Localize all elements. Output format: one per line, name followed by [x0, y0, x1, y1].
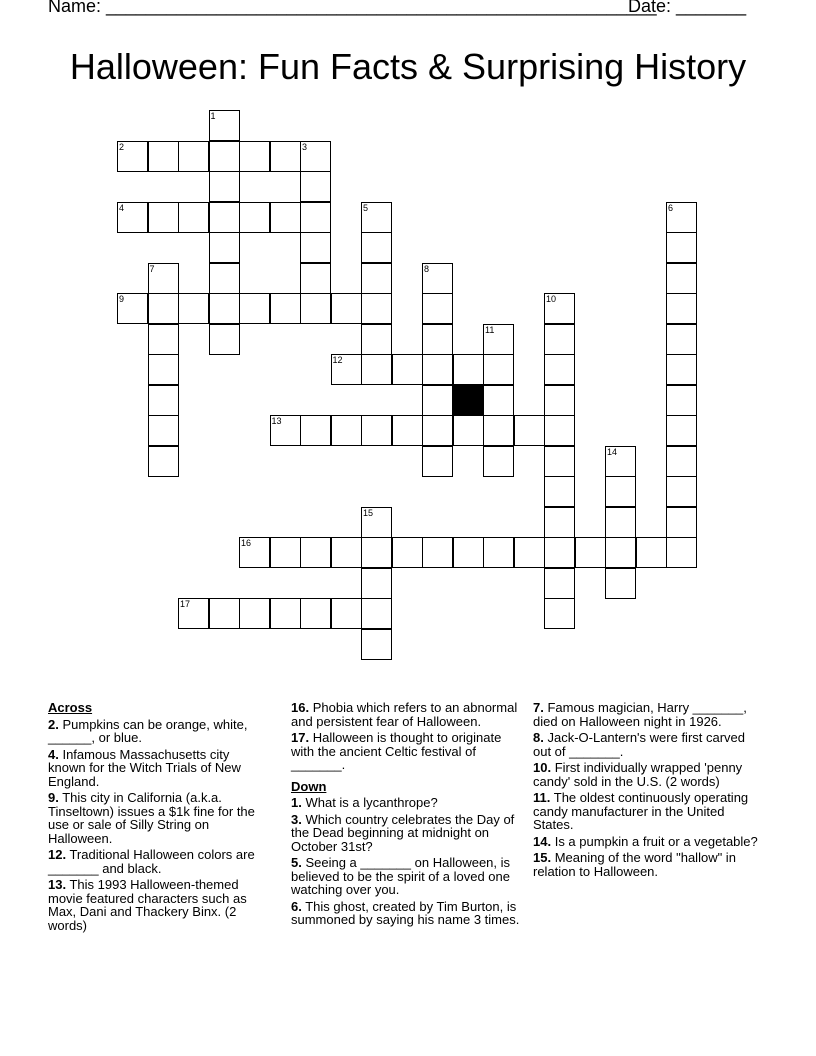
- clue-number: 3: [302, 141, 308, 152]
- down-clue-11: 11. The oldest continuously operating candy manufacturer in the United States.: [533, 790, 749, 832]
- across-clue-17: 17. Halloween is thought to originate with the ancient Celtic festival of _______.: [291, 730, 502, 772]
- grid-cell[interactable]: [209, 263, 240, 294]
- grid-cell[interactable]: [331, 293, 362, 324]
- grid-cell[interactable]: [666, 293, 697, 324]
- clue-number: 9: [119, 294, 125, 304]
- grid-cell[interactable]: [544, 476, 575, 507]
- down-clue-6: 6. This ghost, created by Tim Burton, is summoned by saying his name 3 times.: [291, 898, 520, 927]
- grid-cell[interactable]: [361, 537, 392, 568]
- grid-cell[interactable]: [209, 171, 240, 202]
- down-clue-5: 5. Seeing a _______ on Halloween, is believed to be the spirit of a loved one watching over you.: [291, 855, 511, 897]
- grid-cell[interactable]: [300, 598, 331, 629]
- grid-cell[interactable]: [483, 537, 514, 568]
- down-clue-8: 8. Jack-O-Lantern's were first carved out of _______.: [533, 730, 746, 759]
- grid-cell[interactable]: [300, 232, 331, 263]
- grid-cell[interactable]: [544, 507, 575, 538]
- grid-cell[interactable]: [544, 415, 575, 446]
- grid-cell[interactable]: [544, 385, 575, 416]
- grid-cell[interactable]: [666, 476, 697, 507]
- grid-cell[interactable]: [605, 568, 636, 599]
- grid-cell[interactable]: [605, 446, 636, 477]
- grid-cell[interactable]: [544, 324, 575, 355]
- grid-cell[interactable]: [666, 537, 697, 568]
- grid-cell[interactable]: [422, 263, 453, 294]
- clue-number: 13: [271, 416, 282, 426]
- grid-cell[interactable]: [544, 293, 575, 324]
- grid-cell[interactable]: [666, 507, 697, 538]
- grid-cell[interactable]: [117, 202, 148, 233]
- grid-cell[interactable]: [117, 293, 148, 324]
- grid-cell[interactable]: [392, 537, 423, 568]
- grid-cell[interactable]: [422, 354, 453, 385]
- grid-cell[interactable]: [666, 324, 697, 355]
- grid-cell[interactable]: [331, 537, 362, 568]
- grid-cell[interactable]: [483, 354, 514, 385]
- grid-cell[interactable]: [392, 354, 423, 385]
- name-field[interactable]: Name: _______________________________________________________: [48, 0, 657, 16]
- grid-cell[interactable]: [148, 446, 179, 477]
- grid-cell[interactable]: [605, 537, 636, 568]
- grid-cell[interactable]: [270, 598, 301, 629]
- grid-cell[interactable]: [361, 629, 392, 660]
- clue-number: 6: [668, 202, 674, 213]
- clue-number: 17: [180, 599, 191, 609]
- grid-cell[interactable]: [483, 385, 514, 416]
- grid-cell[interactable]: [148, 324, 179, 355]
- grid-cell[interactable]: [422, 324, 453, 355]
- clue-number: 2: [119, 141, 125, 152]
- grid-cell[interactable]: [453, 415, 484, 446]
- clues-column-1: [48, 701, 270, 935]
- grid-cell[interactable]: [514, 537, 545, 568]
- grid-cell[interactable]: [361, 568, 392, 599]
- grid-cell[interactable]: [239, 537, 270, 568]
- down-clue-10: 10. First individually wrapped 'penny candy' sold in the U.S. (2 words): [533, 760, 743, 789]
- grid-cell[interactable]: [575, 537, 606, 568]
- grid-cell[interactable]: [270, 202, 301, 233]
- grid-cell[interactable]: [300, 293, 331, 324]
- grid-cell[interactable]: [514, 415, 545, 446]
- grid-cell[interactable]: [239, 202, 270, 233]
- grid-cell[interactable]: [270, 415, 301, 446]
- grid-cell[interactable]: [300, 537, 331, 568]
- clue-number: 4: [119, 202, 125, 213]
- clue-number: 16: [241, 538, 252, 548]
- across-heading: Across: [48, 700, 93, 715]
- black-cell: [453, 385, 484, 416]
- clue-number: 14: [607, 446, 618, 457]
- clue-number: 7: [149, 263, 155, 274]
- clue-number: 5: [363, 202, 369, 213]
- grid-cell[interactable]: [666, 354, 697, 385]
- grid-cell[interactable]: [178, 598, 209, 629]
- grid-cell[interactable]: [422, 385, 453, 416]
- grid-cell[interactable]: [117, 141, 148, 172]
- grid-cell[interactable]: [148, 354, 179, 385]
- grid-cell[interactable]: [209, 324, 240, 355]
- grid-cell[interactable]: [361, 415, 392, 446]
- grid-cell[interactable]: [666, 232, 697, 263]
- page-title: Halloween: Fun Facts & Surprising History: [69, 46, 747, 87]
- clues-column-3: [533, 701, 763, 881]
- grid-cell[interactable]: [300, 415, 331, 446]
- grid-cell[interactable]: [666, 385, 697, 416]
- grid-cell[interactable]: [148, 415, 179, 446]
- clues-column-2: [291, 701, 521, 930]
- grid-cell[interactable]: [209, 232, 240, 263]
- grid-cell[interactable]: [178, 202, 209, 233]
- grid-cell[interactable]: [483, 324, 514, 355]
- grid-cell[interactable]: [300, 171, 331, 202]
- across-clue-4: 4. Infamous Massachusetts city known for the Witch Trials of New England.: [48, 746, 241, 789]
- grid-cell[interactable]: [422, 293, 453, 324]
- grid-cell[interactable]: [544, 446, 575, 477]
- across-clue-13: 13. This 1993 Halloween-themed movie featured characters such as Max, Dani and Thackery Binx. (2 words): [48, 877, 247, 933]
- grid-cell[interactable]: [361, 232, 392, 263]
- grid-cell[interactable]: [148, 141, 179, 172]
- grid-cell[interactable]: [361, 263, 392, 294]
- grid-cell[interactable]: [544, 354, 575, 385]
- down-heading: Down: [291, 778, 327, 794]
- grid-cell[interactable]: [209, 293, 240, 324]
- grid-cell[interactable]: [270, 293, 301, 324]
- grid-cell[interactable]: [148, 263, 179, 294]
- grid-cell[interactable]: [209, 141, 240, 172]
- grid-cell[interactable]: [239, 141, 270, 172]
- grid-cell[interactable]: [605, 507, 636, 538]
- clue-number: 12: [332, 355, 343, 365]
- grid-cell[interactable]: [544, 568, 575, 599]
- across-clue-12: 12. Traditional Halloween colors are _______ and black.: [48, 847, 255, 876]
- date-field[interactable]: Date: _______: [628, 0, 747, 16]
- across-clue-2: 2. Pumpkins can be orange, white, ______, or blue.: [48, 716, 248, 745]
- grid-cell[interactable]: [361, 202, 392, 233]
- grid-cell[interactable]: [666, 415, 697, 446]
- grid-cell[interactable]: [483, 446, 514, 477]
- grid-cell[interactable]: [666, 263, 697, 294]
- grid-cell[interactable]: [300, 141, 331, 172]
- grid-cell[interactable]: [361, 324, 392, 355]
- grid-cell[interactable]: [422, 446, 453, 477]
- grid-cell[interactable]: [483, 415, 514, 446]
- down-clue-15: 15. Meaning of the word "hallow" in relation to Halloween.: [533, 850, 736, 879]
- clue-number: 15: [363, 507, 374, 518]
- grid-cell[interactable]: [239, 598, 270, 629]
- grid-cell[interactable]: [361, 293, 392, 324]
- grid-cell[interactable]: [544, 598, 575, 629]
- clue-number: 8: [424, 263, 430, 274]
- grid-cell[interactable]: [605, 476, 636, 507]
- grid-cell[interactable]: [209, 110, 240, 141]
- grid-cell[interactable]: [636, 537, 667, 568]
- grid-cell[interactable]: [361, 354, 392, 385]
- grid-cell[interactable]: [148, 202, 179, 233]
- grid-cell[interactable]: [422, 415, 453, 446]
- grid-cell[interactable]: [270, 537, 301, 568]
- clue-number: 10: [546, 294, 557, 304]
- grid-cell[interactable]: [666, 446, 697, 477]
- grid-cell[interactable]: [300, 263, 331, 294]
- grid-cell[interactable]: [300, 202, 331, 233]
- grid-cell[interactable]: [270, 141, 301, 172]
- grid-cell[interactable]: [209, 202, 240, 233]
- grid-cell[interactable]: [209, 598, 240, 629]
- grid-cell[interactable]: [331, 598, 362, 629]
- grid-cell[interactable]: [361, 598, 392, 629]
- down-clue-7: 7. Famous magician, Harry _______, died on Halloween night in 1926.: [533, 700, 747, 729]
- grid-cell[interactable]: [178, 141, 209, 172]
- down-clue-3: 3. Which country celebrates the Day of the Dead beginning at midnight on October 31st?: [291, 811, 515, 854]
- grid-cell[interactable]: [422, 537, 453, 568]
- clue-number: 11: [485, 324, 495, 335]
- grid-cell[interactable]: [544, 537, 575, 568]
- grid-cell[interactable]: [239, 293, 270, 324]
- down-clue-14: 14. Is a pumpkin a fruit or a vegetable?: [533, 833, 758, 849]
- grid-cell[interactable]: [392, 415, 423, 446]
- across-clue-16: 16. Phobia which refers to an abnormal and persistent fear of Halloween.: [291, 700, 518, 729]
- clue-number: 1: [210, 111, 216, 121]
- across-clue-9: 9. This city in California (a.k.a. Tinseltown) issues a $1k fine for the use or sale of Silly String on Halloween.: [48, 790, 255, 846]
- grid-cell[interactable]: [331, 354, 362, 385]
- grid-cell[interactable]: [453, 354, 484, 385]
- grid-cell[interactable]: [361, 507, 392, 538]
- grid-cell[interactable]: [666, 202, 697, 233]
- down-clue-1: 1. What is a lycanthrope?: [291, 795, 438, 810]
- grid-cell[interactable]: [331, 415, 362, 446]
- grid-cell[interactable]: [178, 293, 209, 324]
- grid-cell[interactable]: [148, 293, 179, 324]
- grid-cell[interactable]: [148, 385, 179, 416]
- grid-cell[interactable]: [453, 537, 484, 568]
